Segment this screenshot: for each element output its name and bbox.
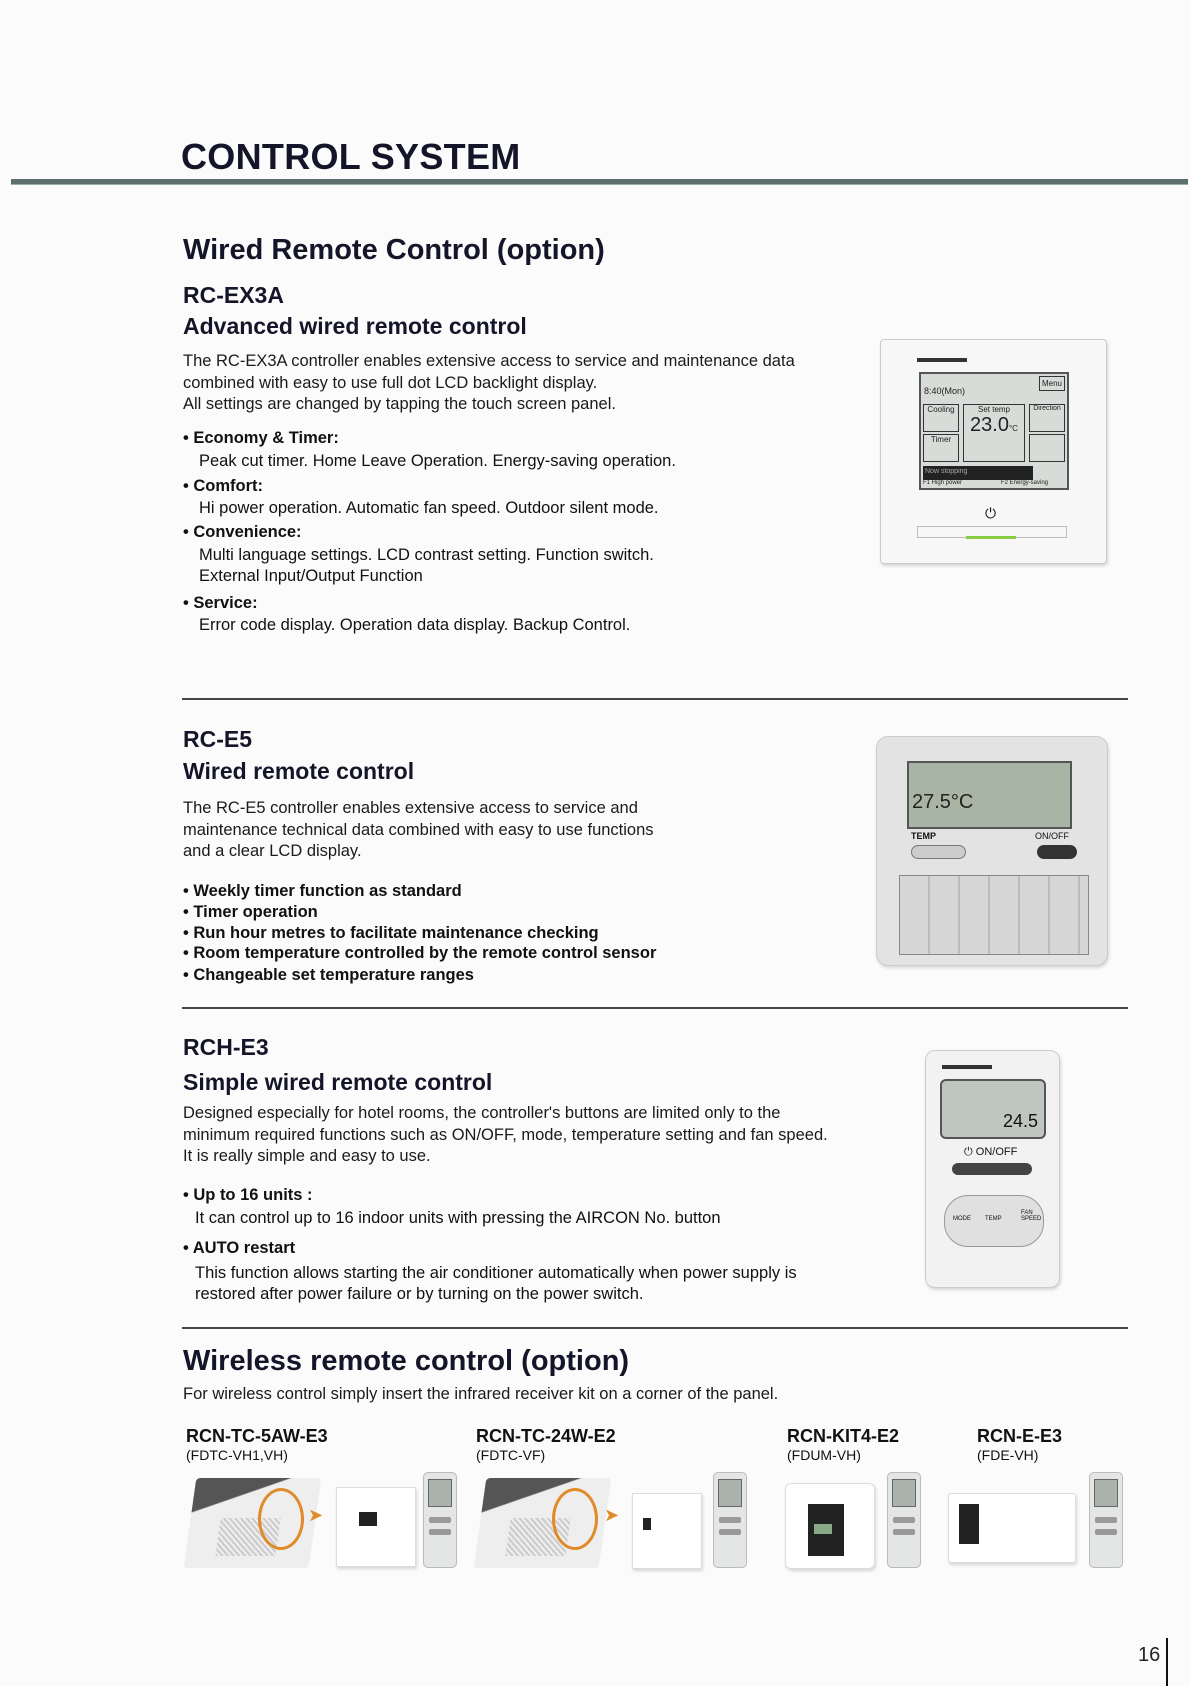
mode-label: MODE xyxy=(953,1216,971,1222)
lcd-settemp-label: Set temp xyxy=(977,405,1010,414)
feature: • Timer operation xyxy=(183,903,318,921)
feature: • Room temperature controlled by the remote control sensor xyxy=(183,944,657,962)
model-subtitle: Simple wired remote control xyxy=(183,1069,493,1095)
line: All settings are changed by tapping the touch screen panel. xyxy=(183,395,616,413)
feature-text: Multi language settings. LCD contrast setting. Function switch. xyxy=(199,546,654,564)
onoff-label: ⏻ ON/OFF xyxy=(964,1146,1018,1158)
feature-title: • Economy & Timer: xyxy=(183,429,339,447)
model-name: RC-EX3A xyxy=(183,282,284,308)
highlight-circle xyxy=(258,1488,304,1550)
lcd-direction: Direction xyxy=(1029,404,1065,432)
wireless-heading: Wireless remote control (option) xyxy=(183,1345,630,1377)
highlight-circle xyxy=(552,1488,598,1550)
feature-title: • Comfort: xyxy=(183,477,264,495)
rc-ex3a-image xyxy=(880,339,1107,564)
line: and a clear LCD display. xyxy=(183,842,362,860)
brand-logo xyxy=(942,1065,992,1069)
model-units: (FDE-VH) xyxy=(977,1447,1039,1463)
wireless-remote-image xyxy=(1089,1472,1123,1568)
line: The RC-EX3A controller enables extensive access to service and maintenance data xyxy=(183,352,795,370)
fan-label: FAN SPEED xyxy=(1021,1210,1042,1222)
model-units: (FDTC-VF) xyxy=(476,1447,546,1463)
lcd-unit: °C xyxy=(1008,424,1018,433)
model-name: RCN-TC-24W-E2 xyxy=(476,1426,616,1446)
receiver-panel-image xyxy=(948,1493,1076,1563)
touch-lcd xyxy=(919,372,1069,490)
receiver-panel-image xyxy=(336,1487,416,1567)
lcd xyxy=(907,761,1072,829)
model-units: (FDTC-VH1,VH) xyxy=(186,1447,288,1463)
feature-title: • AUTO restart xyxy=(183,1239,296,1257)
lcd xyxy=(940,1079,1046,1139)
arrow-icon: ➤ xyxy=(604,1505,620,1525)
line: combined with easy to use full dot LCD backlight display. xyxy=(183,373,598,392)
lcd-fan xyxy=(1029,434,1065,462)
feature-title: • Up to 16 units : xyxy=(183,1186,313,1204)
receiver-kit-image xyxy=(785,1483,875,1569)
feature: • Weekly timer function as standard xyxy=(183,882,462,900)
page-number: 16 xyxy=(1138,1644,1161,1666)
line: maintenance technical data combined with easy to use functions xyxy=(183,820,654,839)
description xyxy=(183,351,795,416)
lcd-settemp-value: 23.0 xyxy=(970,414,1009,436)
lcd-mode: Cooling xyxy=(923,404,959,432)
wired-heading: Wired Remote Control (option) xyxy=(183,234,605,266)
feature-text: This function allows starting the air conditioner automatically when power supply is xyxy=(195,1264,797,1282)
model-units: (FDUM-VH) xyxy=(787,1447,861,1463)
feature-text: Peak cut timer. Home Leave Operation. Energy-saving operation. xyxy=(199,452,676,470)
feature: • Run hour metres to facilitate maintenance checking xyxy=(183,924,599,942)
control-buttons xyxy=(944,1195,1044,1247)
feature-title: • Convenience: xyxy=(183,523,302,541)
wireless-remote-image xyxy=(887,1472,921,1568)
onoff-label: ON/OFF xyxy=(1035,831,1069,841)
page-title: CONTROL SYSTEM xyxy=(181,136,521,177)
onoff-button xyxy=(1037,845,1077,859)
model-subtitle: Wired remote control xyxy=(183,758,415,784)
power-icon: ⏻ xyxy=(985,505,997,521)
feature-text: It can control up to 16 indoor units with pressing the AIRCON No. button xyxy=(195,1209,721,1227)
feature-text: External Input/Output Function xyxy=(199,567,423,585)
temp-label: TEMP xyxy=(985,1216,1002,1222)
model-name: RCN-TC-5AW-E3 xyxy=(186,1426,328,1446)
rch-e3-image xyxy=(925,1050,1060,1288)
divider xyxy=(182,1327,1128,1329)
wireless-subtitle: For wireless control simply insert the infrared receiver kit on a corner of the panel. xyxy=(183,1385,779,1403)
feature-text: Hi power operation. Automatic fan speed. Outdoor silent mode. xyxy=(199,499,659,517)
line: minimum required functions such as ON/OFF, mode, temperature setting and fan speed. xyxy=(183,1125,828,1144)
arrow-icon: ➤ xyxy=(308,1505,324,1525)
model-name: RCN-KIT4-E2 xyxy=(787,1426,900,1446)
status-led xyxy=(966,536,1016,539)
line: It is really simple and easy to use. xyxy=(183,1147,431,1165)
line: The RC-E5 controller enables extensive access to service and xyxy=(183,799,638,817)
button-panel xyxy=(899,875,1089,955)
line: Designed especially for hotel rooms, the controller's buttons are limited only to the xyxy=(183,1104,781,1122)
wireless-remote-image xyxy=(713,1472,747,1568)
brand-logo xyxy=(917,358,967,362)
onoff-text: ON/OFF xyxy=(975,1146,1018,1158)
wireless-remote-image xyxy=(423,1472,457,1568)
lcd-settemp xyxy=(963,404,1025,462)
description xyxy=(183,798,654,863)
feature-title: • Service: xyxy=(183,594,258,612)
lcd-temp: 24.5 xyxy=(1002,1111,1038,1131)
rc-e5-image xyxy=(876,736,1108,966)
lcd-menu: Menu xyxy=(1039,376,1065,391)
feature-text: Error code display. Operation data display. Backup Control. xyxy=(199,616,631,634)
model-subtitle: Advanced wired remote control xyxy=(183,313,527,339)
lcd-f2: F2 Energy-saving xyxy=(1001,480,1049,486)
page-number-rule xyxy=(1166,1638,1168,1686)
lcd-f1: F1 High power xyxy=(923,480,963,486)
model-name: RCN-E-E3 xyxy=(977,1426,1063,1446)
lcd-status: Now stopping xyxy=(923,466,1033,480)
description xyxy=(183,1103,828,1168)
feature-text: restored after power failure or by turning on the power switch. xyxy=(195,1285,644,1303)
feature: • Changeable set temperature ranges xyxy=(183,966,474,984)
model-name: RC-E5 xyxy=(183,726,253,752)
title-rule xyxy=(11,179,1188,185)
temp-buttons xyxy=(911,845,966,859)
divider xyxy=(182,1007,1128,1009)
model-name: RCH-E3 xyxy=(183,1034,269,1060)
receiver-panel-image xyxy=(632,1493,702,1569)
lcd-temp: 27.5°C xyxy=(912,791,974,813)
lcd-timer: Timer xyxy=(923,434,959,462)
divider xyxy=(182,698,1128,700)
temp-label: TEMP xyxy=(911,831,937,841)
lcd-time: 8:40(Mon) xyxy=(924,386,966,396)
onoff-button xyxy=(952,1163,1032,1175)
